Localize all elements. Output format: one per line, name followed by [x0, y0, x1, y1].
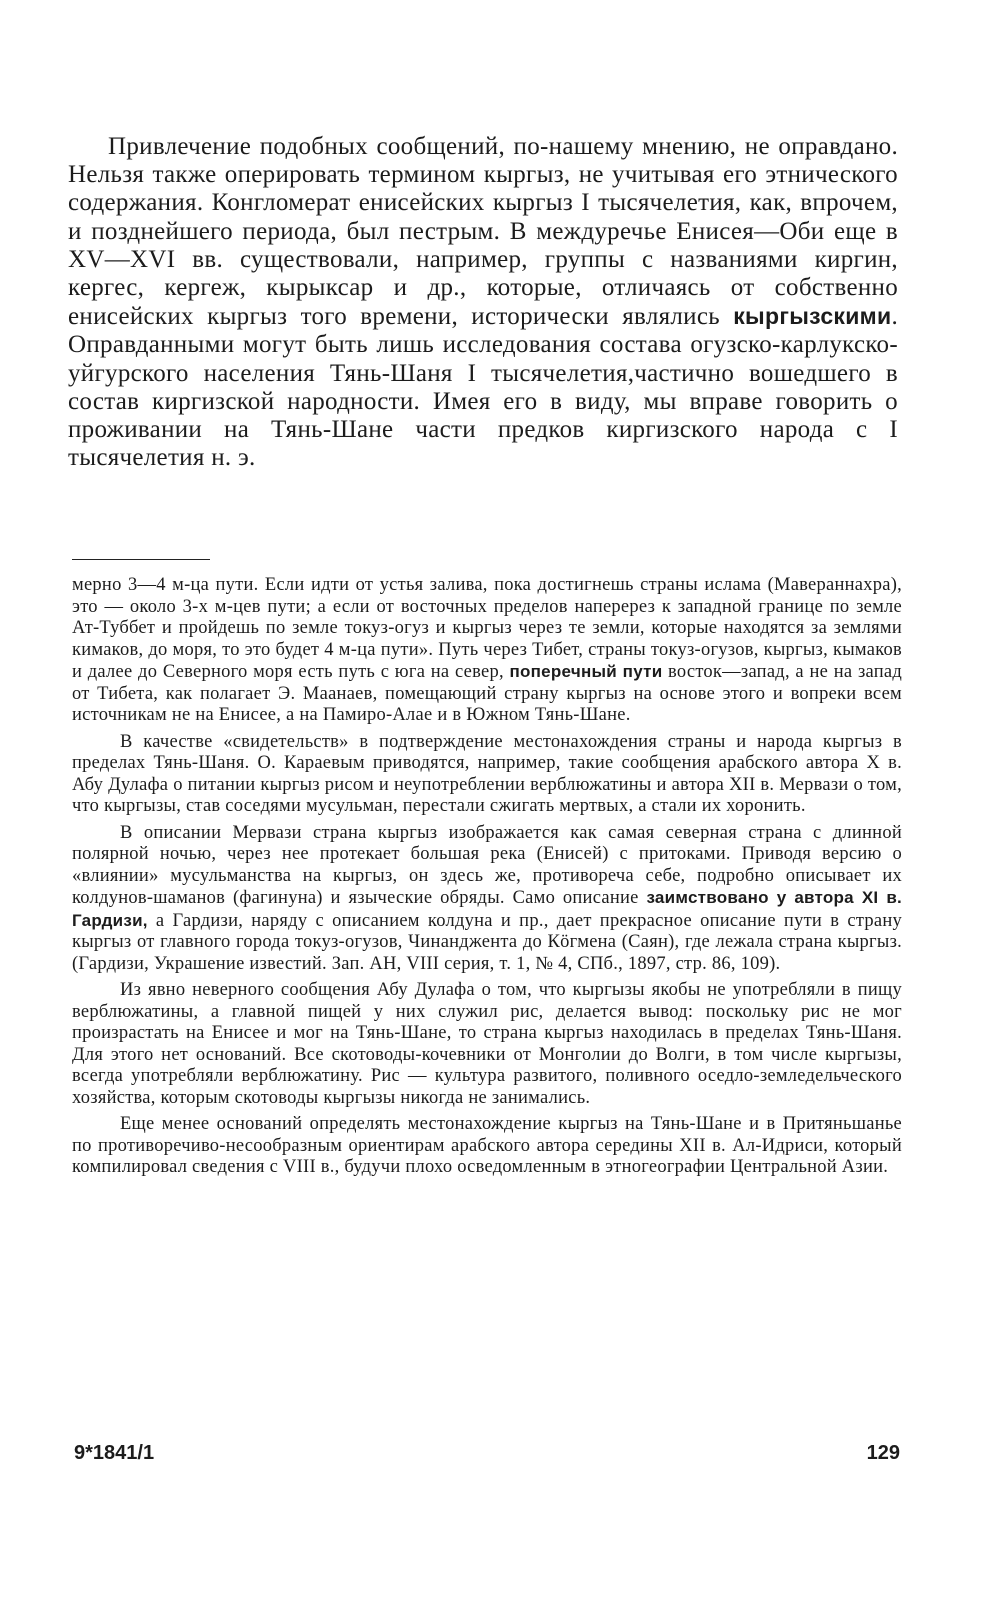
footnote-paragraph: В качестве «свидетельств» в подтверждение местонахождения страны и народа кыргыз в пределах Тянь-Шаня. О. Караевым приводятся, например, такие сообщения арабского автора X в. Абу Дулафа о питании кыргыз рисом и неупотреблении верблюжатины и автора XII в. Мервази о том, что кыргызы, став соседями мусульман, перестали сжигать мертвых, а стали их хоронить.: [72, 731, 902, 816]
main-paragraph: [68, 133, 898, 472]
footnote-paragraph: Еще менее оснований определять местонахождение кыргыз на Тянь-Шане и в Притяньшанье по противоречиво-несообразным ориентирам арабского автора середины XII в. Ал-Идриси, который компилировал сведения с VIII в., будучи плохо осведомленным в этногеографии Центральной Азии.: [72, 1114, 902, 1177]
footnote-text-segment: мерно 3—4 м-ца пути. Если идти от устья залива, пока достигнешь страны ислама (Мавераннахра), это — около 3-х м-цев пути; а если от восточных пределов наперерез к западной границе по земле Ат-Туббет и пройдешь по земле токуз-огуз и кыргыз через те земли, которые находятся за землями кимаков, до моря, то это будет 4 м-ца пути». Путь через Тибет, страны токуз-огузов, кыргыз, кымаков и далее до Северного моря есть путь с юга на север,: [72, 575, 902, 682]
footnote-text-segment: а Гардизи, наряду с описанием колдуна и пр., дает прекрасное описание пути в страну кыргыз от главного города токуз-огузов, Чинанджента до Кӧгмена (Саян), где лежала страна кыргыз. (Гардизи, Украшение известий. Зап. АН, VIII серия, т. 1, № 4, СПб., 1897, стр. 86, 109).: [72, 910, 902, 974]
main-text: [68, 133, 898, 472]
main-bold-term: кыргызскими: [733, 303, 892, 330]
footnote-paragraph: [72, 575, 902, 727]
main-text-segment: . Оправданными могут быть лишь исследования состава огузско-карлукско-уйгурского населения Тянь-Шаня I тысячелетия,частично вошедшего в состав киргизской народности. Имея его в виду, мы вправе говорить о проживании на Тянь-Шане части предков киргизского народа с I тысячелетия н. э.: [68, 303, 898, 472]
footnote-bold-term: поперечный пути: [509, 662, 663, 681]
footnote-paragraph: [72, 823, 902, 976]
page-number: 129: [866, 1442, 900, 1464]
footnote-bold-term: заимствовано у автора XI в. Гардизи,: [72, 888, 903, 930]
footnote-text-segment: В описании Мервази страна кыргыз изображается как самая северная страна с длинной полярной ночью, через нее протекает большая река (Енисей) с притоками. Приводя версию о «влиянии» мусульманства на кыргыз, он здесь же, противореча себе, подробно описывает их колдунов-шаманов (фагинуна) и языческие обряды. Само описание: [72, 822, 902, 908]
main-text-segment: Привлечение подобных сообщений, по-нашему мнению, не оправдано. Нельзя также оперировать термином кыргыз, не учитывая его этнического содержания. Конгломерат енисейских кыргыз I тысячелетия, как, впрочем, и позднейшего периода, был пестрым. В междуречье Енисея—Оби еще в XV—XVI вв. существовали, например, группы с названиями киргин, кергес, кергеж, кырыксар и др., которые, отличаясь от собственно енисейских кыргыз того времени, исторически являлись: [68, 133, 898, 331]
footnote-separator: [72, 559, 210, 560]
footnote-paragraph: Из явно неверного сообщения Абу Дулафа о том, что кыргызы якобы не употребляли в пищу верблюжатины, а главной пищей у них служил рис, делается вывод: поскольку рис не мог произрастать на Енисее и мог на Тянь-Шане, то страна кыргыз находилась в пределах Тянь-Шаня. Для этого нет оснований. Все скотоводы-кочевники от Монголии до Волги, в том числе кыргызы, всегда употребляли верблюжатину. Рис — культура развитого, поливного оседло-земледельческого хозяйства, которым скотоводы кыргызы никогда не занимались.: [72, 980, 902, 1108]
footnote-text-segment: восток—запад, а не на запад от Тибета, как полагает Э. Маанаев, помещающий страну кыргыз на основе этого и вопреки всем источникам не на Енисее, а на Памиро-Алае и в Южном Тянь-Шане.: [72, 662, 902, 725]
printer-signature: 9*1841/1: [74, 1442, 155, 1464]
footnotes: [72, 575, 902, 1179]
